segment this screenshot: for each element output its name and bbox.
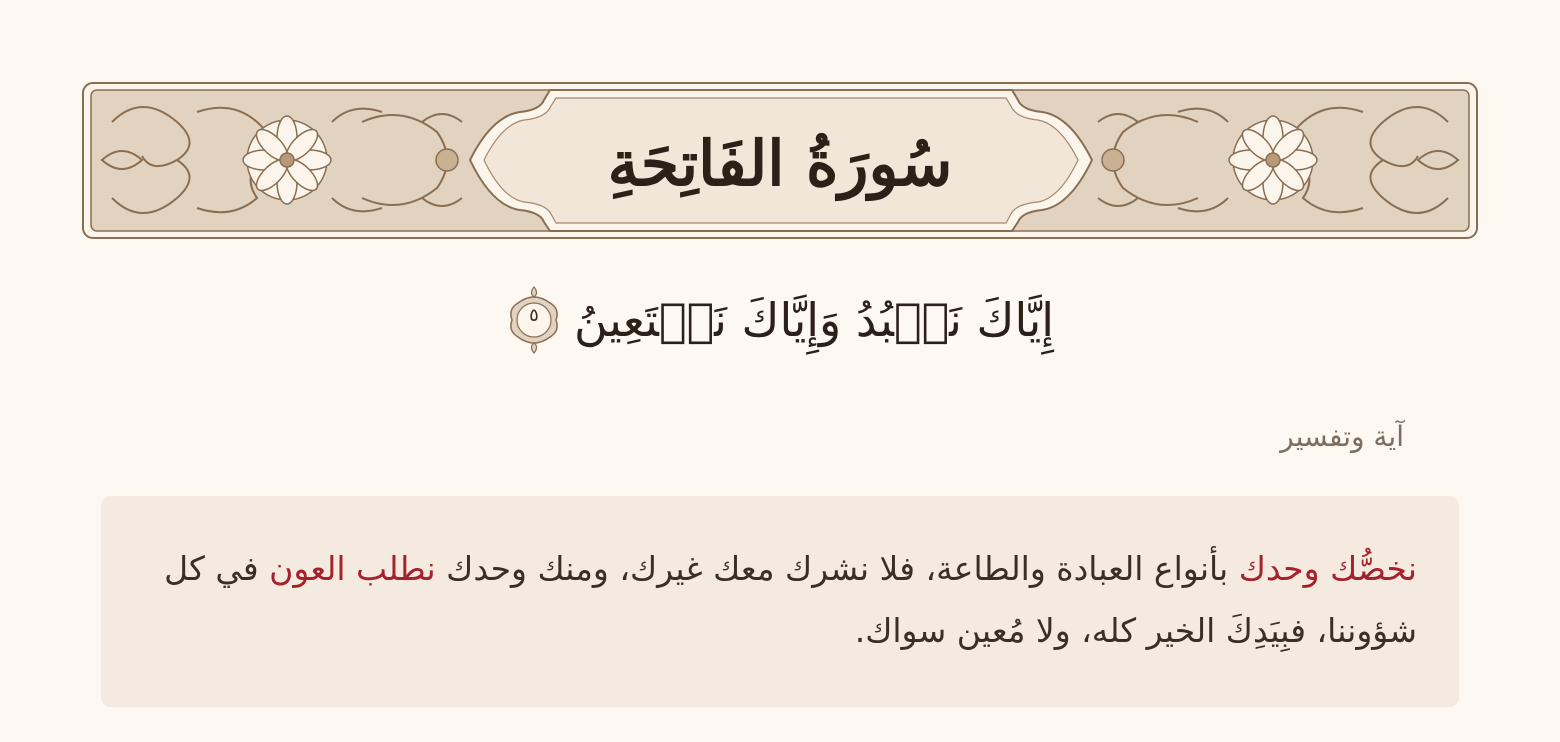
ayah-row bbox=[0, 270, 1560, 370]
tafsir-text bbox=[161, 538, 1417, 662]
tafsir-card bbox=[101, 496, 1459, 707]
ayah-end-rosette-icon bbox=[506, 285, 562, 355]
section-label: آية وتفسير bbox=[1280, 420, 1404, 453]
ayah-text: إِيَّاكَ نَعۡبُدُ وَإِيَّاكَ نَسۡتَعِينُ bbox=[573, 293, 1055, 347]
surah-header-banner bbox=[82, 82, 1478, 240]
ayah-number: ٥ bbox=[529, 305, 539, 326]
tafsir-highlight-2: نطلب العون bbox=[269, 549, 436, 588]
tafsir-highlight-1: نخصُّك وحدك bbox=[1238, 549, 1417, 588]
tafsir-segment-4: في كل شؤوننا، فبِيَدِكَ الخير كله، ولا مُعين سواك. bbox=[164, 549, 1417, 650]
tafsir-segment-2: بأنواع العبادة والطاعة، فلا نشرك معك غيرك، ومنك وحدك bbox=[435, 549, 1239, 588]
surah-title: سُورَةُ الفَاتِحَةِ bbox=[607, 126, 953, 200]
